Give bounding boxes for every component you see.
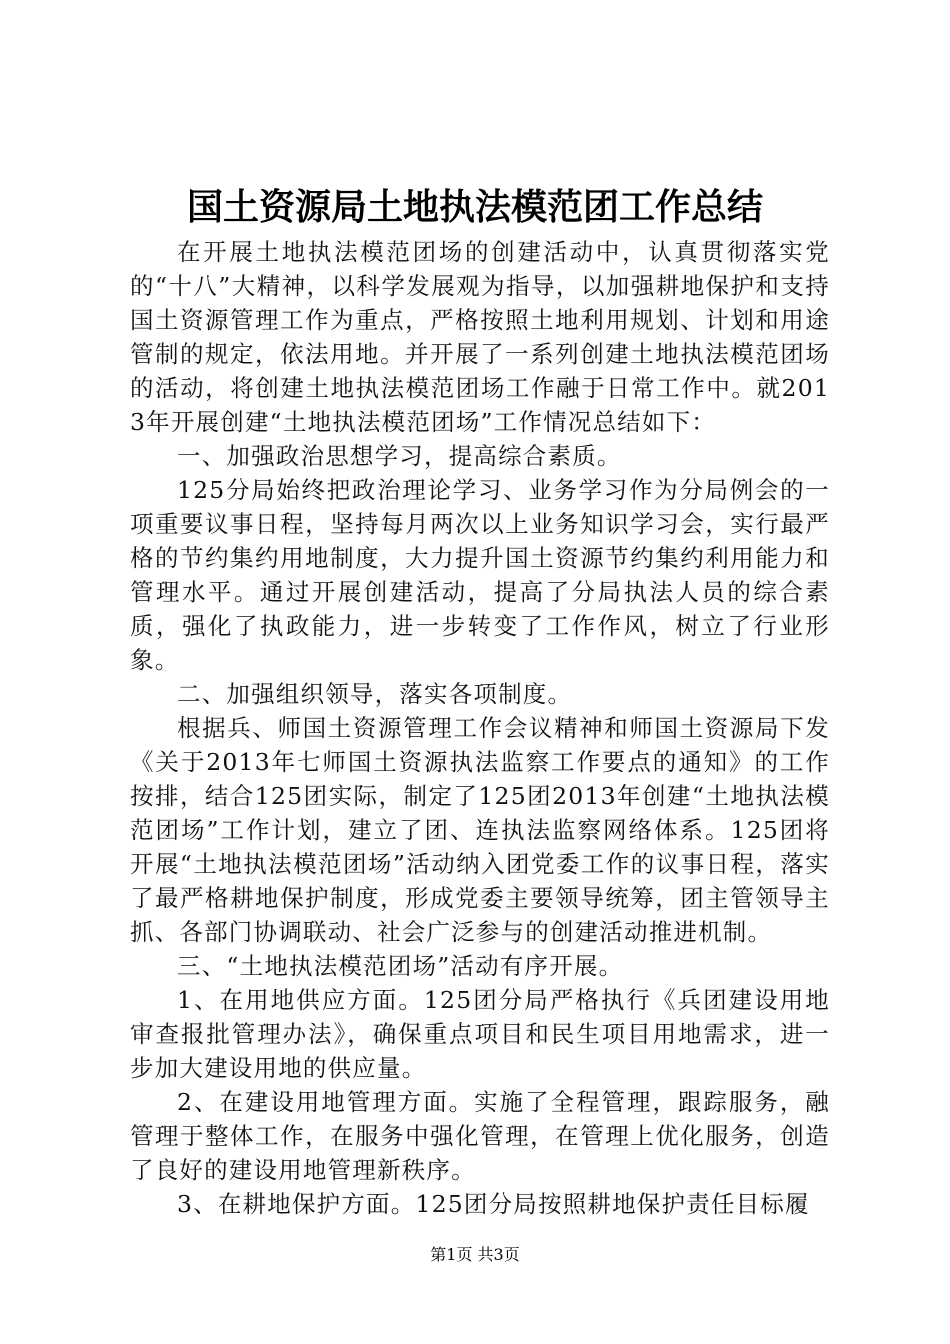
paragraph-item-1: 1、在用地供应方面。125团分局严格执行《兵团建设用地审查报批管理办法》，确保重点项目和民生项目用地需求，进一步加大建设用地的供应量。: [130, 986, 830, 1082]
document-title: 国土资源局土地执法模范团工作总结: [186, 187, 763, 228]
section-heading-3: 三、“土地执法模范团场”活动有序开展。: [177, 952, 624, 980]
document-body: [130, 235, 830, 1221]
paragraph-item-3: 3、在耕地保护方面。125团分局按照耕地保护责任目标履: [177, 1190, 810, 1218]
paragraph-section-2: 根据兵、师国土资源管理工作会议精神和师国土资源局下发《关于2013年七师国土资源执法监察工作要点的通知》的工作按排，结合125团实际，制定了125团2013年创建“土地执法模范团场”工作计划，建立了团、连执法监察网络体系。125团将开展“土地执法模范团场”活动纳入团党委工作的议事日程，落实了最严格耕地保护制度，形成党委主要领导统筹，团主管领导主抓、各部门协调联动、社会广泛参与的创建活动推进机制。: [130, 714, 830, 946]
paragraph-section-1: 125分局始终把政治理论学习、业务学习作为分局例会的一项重要议事日程，坚持每月两次以上业务知识学习会，实行最严格的节约集约用地制度，大力提升国土资源节约集约利用能力和管理水平。通过开展创建活动，提高了分局执法人员的综合素质，强化了执政能力，进一步转变了工作作风，树立了行业形象。: [130, 476, 830, 674]
page-footer: 第1页 共3页: [430, 1245, 520, 1264]
section-heading-2: 二、加强组织领导，落实各项制度。: [177, 680, 573, 708]
section-heading-1: 一、加强政治思想学习，提高综合素质。: [177, 442, 622, 470]
paragraph-item-2: 2、在建设用地管理方面。实施了全程管理，跟踪服务，融管理于整体工作，在服务中强化管理，在管理上优化服务，创造了良好的建设用地管理新秩序。: [130, 1088, 830, 1184]
paragraph-intro: 在开展土地执法模范团场的创建活动中，认真贯彻落实党的“十八”大精神，以科学发展观为指导，以加强耕地保护和支持国土资源管理工作为重点，严格按照土地利用规划、计划和用途管制的规定，依法用地。并开展了一系列创建土地执法模范团场的活动，将创建土地执法模范团场工作融于日常工作中。就2013年开展创建“土地执法模范团场”工作情况总结如下：: [130, 238, 830, 436]
